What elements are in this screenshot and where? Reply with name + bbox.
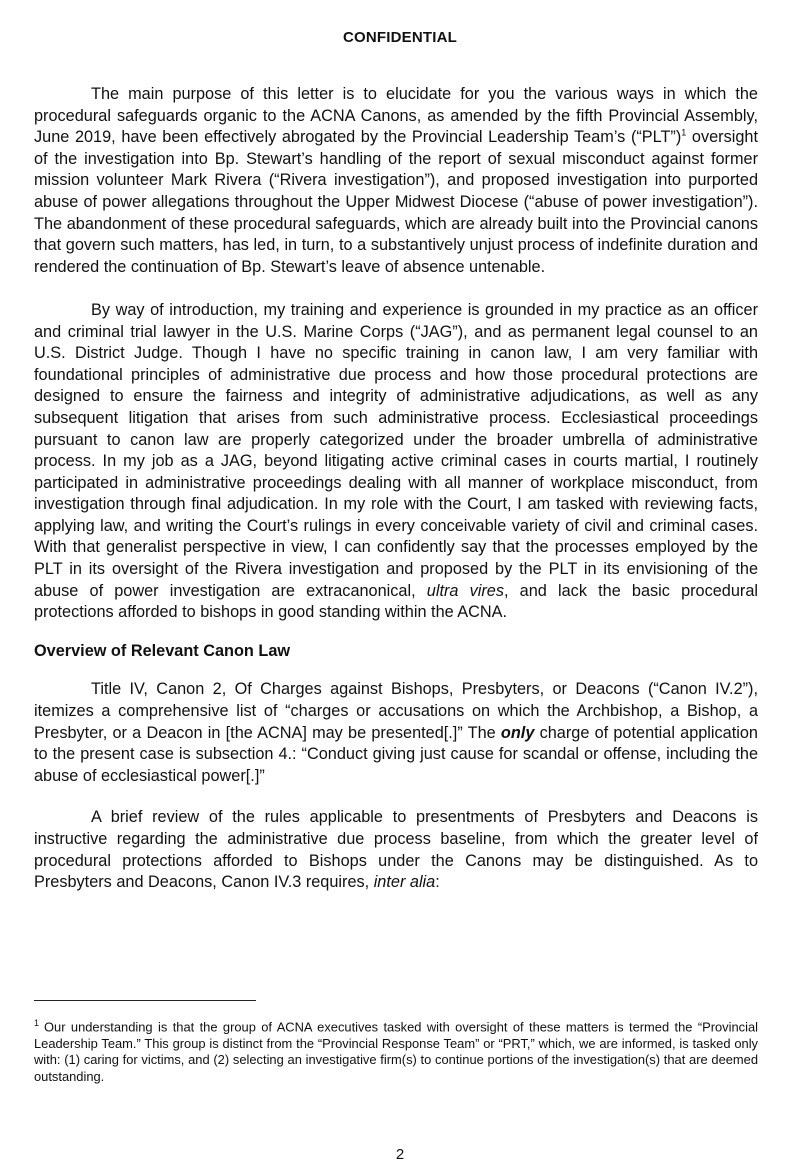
paragraph-purpose-text-a: The main purpose of this letter is to elucidate for you the various ways in which the procedural safeguards organic to the ACNA Canons, as amended by the fifth Provincial Assembly, June 2019, have been effectively abrogated by the Provincial Leadership Team’s (“PLT”) bbox=[34, 85, 758, 147]
paragraph-purpose bbox=[34, 84, 758, 278]
only-emphasis: only bbox=[500, 723, 535, 742]
paragraph-canon-iv2-text-a: Title IV, Canon 2, Of Charges against Bishops, Presbyters, or Deacons (“Canon IV.2”), itemizes a comprehensive list of “charges or accusations on which the Archbishop, a Bishop, a Presbyter, or a Deacon in [the ACNA] may be presented[.]” The bbox=[34, 680, 758, 742]
paragraph-introduction-text-b: , and lack the basic procedural protections afforded to bishops in good standing within the ACNA. bbox=[34, 581, 758, 622]
paragraph-purpose-text-b: oversight of the investigation into Bp. Stewart’s handling of the report of sexual misconduct against former mission volunteer Mark Rivera (“Rivera investigation”), and proposed investigation into purported abuse of power allegations throughout the Upper Midwest Diocese (“abuse of power investigation”). The abandonment of these procedural safeguards, which are already built into the Provincial canons that govern such matters, has led, in turn, to a substantively unjust process of indefinite duration and rendered the continuation of Bp. Stewart’s leave of absence untenable. bbox=[34, 128, 758, 276]
footnote-reference: 1 bbox=[681, 127, 687, 138]
confidential-header: CONFIDENTIAL bbox=[342, 29, 458, 46]
paragraph-introduction bbox=[34, 300, 758, 624]
paragraph-presbyters bbox=[34, 807, 758, 893]
paragraph-canon-iv2 bbox=[34, 679, 758, 787]
paragraph-introduction-text-a: By way of introduction, my training and experience is grounded in my practice as an officer and criminal trial lawyer in the U.S. Marine Corps (“JAG”), and as permanent legal counsel to an U.S. District Judge. Though I have no specific training in canon law, I am very familiar with foundational principles of administrative due process and how those procedural protections are designed to ensure the fairness and integrity of administrative adjudications, as well as any subsequent litigation that arises from such administrative process. Ecclesiastical proceedings pursuant to canon law are properly categorized under the broader umbrella of administrative process. In my job as a JAG, beyond litigating active criminal cases in courts martial, I routinely participated in administrative proceedings dealing with all manner of workplace misconduct, from investigation through final adjudication. In my role with the Court, I am tasked with reviewing facts, applying law, and writing the Court’s rulings in every conceivable variety of civil and criminal cases. With that generalist perspective in view, I can confidently say that the processes employed by the PLT in its oversight of the Rivera investigation and proposed by the PLT in its envisioning of the abuse of power investigation are extracanonical, bbox=[34, 300, 758, 600]
footnote-text: Our understanding is that the group of ACNA executives tasked with oversight of these matters is termed the “Provincial Leadership Team.” This group is distinct from the “Provincial Response Team” or “PRT,” which, we are informed, is tasked only with: (1) caring for victims, and (2) selecting an investigative firm(s) to continue portions of the investigation(s) that are deemed outstanding. bbox=[34, 1019, 758, 1084]
footnote-divider bbox=[34, 1000, 256, 1001]
paragraph-presbyters-text-b: : bbox=[435, 873, 440, 892]
paragraph-canon-iv2-text-b: charge of potential application to the present case is subsection 4.: “Conduct giving just cause for scandal or offense, including the abuse of ecclesiastical power[.]” bbox=[34, 723, 758, 785]
paragraph-presbyters-text-a: A brief review of the rules applicable to presentments of Presbyters and Deacons is instructive regarding the administrative due process baseline, from which the greater level of procedural protections afforded to Bishops under the Canons may be distinguished. As to Presbyters and Deacons, Canon IV.3 requires, bbox=[34, 808, 758, 892]
footnote-marker: 1 bbox=[34, 1018, 40, 1028]
footnote bbox=[34, 1015, 758, 1085]
inter-alia-term: inter alia bbox=[373, 873, 436, 892]
section-heading: Overview of Relevant Canon Law bbox=[34, 641, 291, 660]
ultra-vires-term: ultra vires bbox=[426, 581, 504, 600]
letter-body bbox=[34, 84, 758, 915]
page-number: 2 bbox=[395, 1146, 405, 1163]
